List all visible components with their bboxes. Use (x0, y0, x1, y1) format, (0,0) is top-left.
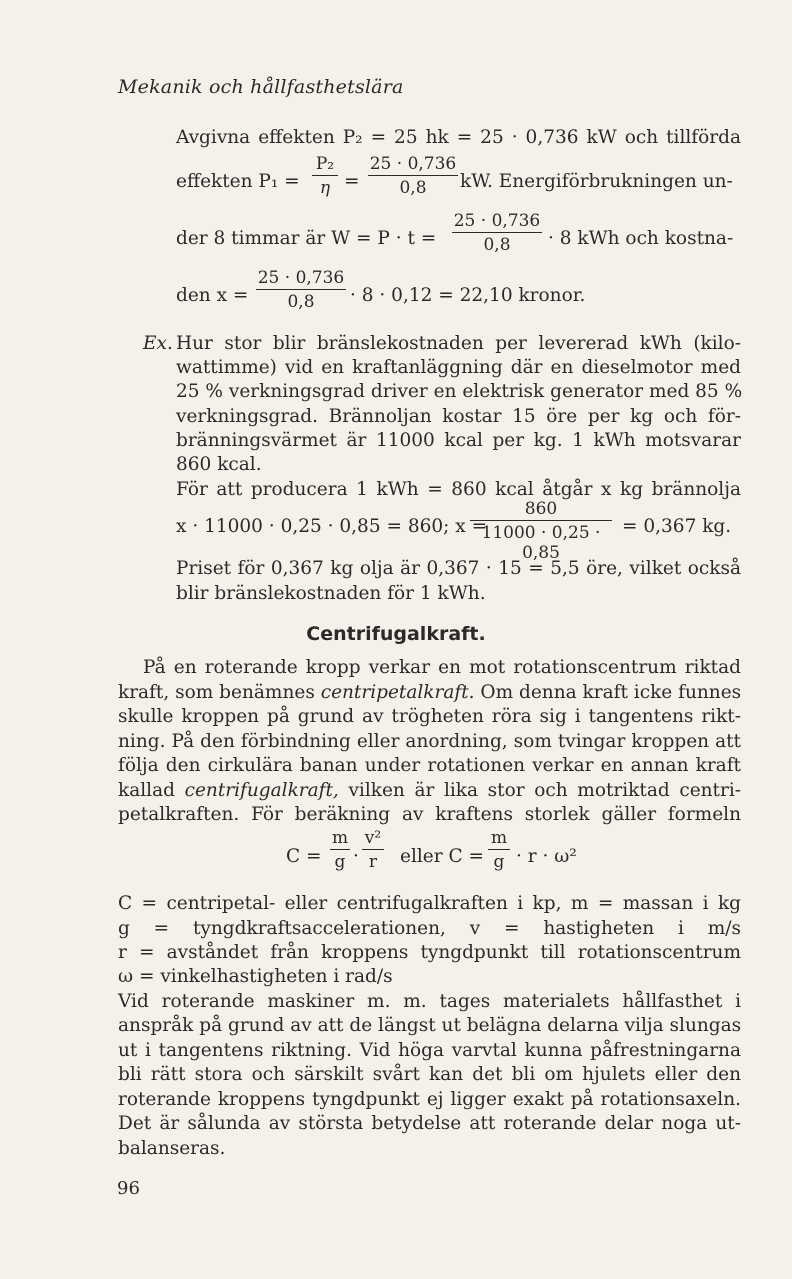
fraction-denominator: 0,8 (483, 235, 511, 255)
text-line: kallad centrifugalkraft, vilken är lika stor och motriktad centri- (118, 780, 741, 801)
fraction-v2-over-r (362, 828, 384, 872)
text-fragment: x · 11000 · 0,25 · 0,85 = 860; x = (176, 516, 488, 537)
fraction-numerator: 25 · 0,736 (369, 154, 457, 174)
text-line: bränningsvärmet är 11000 kcal per kg. 1 kWh motsvarar (176, 430, 741, 451)
fraction-numerator: 25 · 0,736 (453, 211, 541, 231)
text-line: ut i tangentens riktning. Vid höga varvtal kunna påfrestningarna (118, 1040, 741, 1061)
italic-term: centrifugalkraft, (184, 780, 339, 801)
formula-lhs: C = (286, 846, 322, 867)
text-line: blir bränslekostnaden för 1 kWh. (176, 583, 486, 604)
formula-alt: eller C = (400, 846, 484, 867)
text-line: Priset för 0,367 kg olja är 0,367 · 15 = 5,5 öre, vilket också (176, 558, 741, 579)
fraction-oil (470, 499, 612, 563)
text-line: Hur stor blir bränslekostnaden per levererad kWh (kilo- (176, 333, 741, 354)
multiply-dot: · (353, 846, 359, 867)
fraction-denominator: g (493, 852, 505, 872)
text-line: roterande kroppens tyngdpunkt ej ligger exakt på rotationsaxeln. (118, 1089, 741, 1110)
fraction-numerator: m (331, 828, 349, 848)
definition-line: g = tyngdkraftsaccelerationen, v = hastigheten i m/s (118, 918, 741, 939)
fraction-power (368, 154, 458, 198)
text-line: För att producera 1 kWh = 860 kcal åtgår x kg brännolja (176, 479, 741, 500)
fraction-denominator: 0,8 (399, 178, 427, 198)
fraction-m-over-g-2 (488, 828, 510, 872)
fraction-numerator: 25 · 0,736 (257, 268, 345, 288)
text-fragment: · 8 kWh och kostna- (548, 228, 734, 249)
text-fragment: kW. Energiförbrukningen un- (460, 171, 733, 192)
running-head: Mekanik och hållfasthetslära (118, 76, 404, 98)
definition-line: r = avståndet från kroppens tyngdpunkt till rotationscentrum (118, 942, 741, 963)
fraction-denominator: r (368, 852, 378, 872)
text-line: På en roterande kropp verkar en mot rotationscentrum riktad (143, 657, 741, 678)
section-heading: Centrifugalkraft. (306, 623, 486, 645)
text-line: följa den cirkulära banan under rotationen verkar en annan kraft (118, 755, 741, 776)
example-label: Ex. (143, 333, 173, 354)
fraction-denominator: η (319, 178, 331, 198)
text-line: Vid roterande maskiner m. m. tages materialets hållfasthet i (118, 991, 741, 1012)
equals-sign: = (344, 171, 360, 192)
text-line: verkningsgrad. Brännoljan kostar 15 öre per kg och för- (176, 406, 741, 427)
text-line: wattimme) vid en kraftanläggning där en dieselmotor med (176, 357, 741, 378)
definition-line: ω = vinkelhastigheten i rad/s (118, 966, 393, 987)
text-fragment: · 8 · 0,12 = 22,10 kronor. (350, 285, 586, 306)
text-fragment: effekten P₁ = (176, 171, 300, 192)
fraction-numerator: m (488, 828, 510, 850)
text-line: kraft, som benämnes centripetalkraft. Om denna kraft icke funnes (118, 682, 742, 703)
fraction-energy (452, 211, 542, 255)
text-line: ning. På den förbindning eller anordning, som tvingar kroppen att (118, 731, 741, 752)
page-number: 96 (117, 1178, 140, 1199)
formula-tail: · r · ω² (516, 846, 577, 867)
text-fragment: = 0,367 kg. (622, 516, 732, 537)
text-line: petalkraften. För beräkning av kraftens storlek gäller formeln (118, 804, 741, 825)
definition-line: C = centripetal- eller centrifugalkraften i kp, m = massan i kg (118, 893, 741, 914)
fraction-numerator: P₂ (312, 154, 338, 176)
italic-term: centripetalkraft. (320, 682, 475, 703)
text-line: bli rätt stora och särskilt svårt kan det bli om hjulets eller den (118, 1064, 741, 1085)
text-fragment: der 8 timmar är W = P · t = (176, 228, 437, 249)
text-line: 25 % verkningsgrad driver en elektrisk generator med 85 % (176, 381, 743, 402)
text-line: anspråk på grund av att de längst ut belägna delarna vilja slungas (118, 1015, 742, 1036)
fraction-denominator: g (334, 852, 346, 872)
fraction-numerator: v² (362, 828, 384, 850)
fraction-p2-over-eta (312, 154, 338, 198)
text-line: Avgivna effekten P₂ = 25 hk = 25 · 0,736 kW och tillförda (176, 127, 741, 148)
fraction-m-over-g (330, 828, 350, 872)
text-fragment: den x = (176, 285, 249, 306)
text-line: balanseras. (118, 1138, 226, 1159)
fraction-cost (256, 268, 346, 312)
fraction-numerator: 860 (470, 499, 612, 521)
text-line: 860 kcal. (176, 454, 262, 475)
fraction-denominator: 0,8 (287, 292, 315, 312)
text-line: Det är sålunda av största betydelse att roterande delar noga ut- (118, 1113, 741, 1134)
text-line: skulle kroppen på grund av trögheten röra sig i tangentens rikt- (118, 706, 741, 727)
fraction-denominator: 11000 · 0,25 · 0,85 (481, 523, 601, 563)
